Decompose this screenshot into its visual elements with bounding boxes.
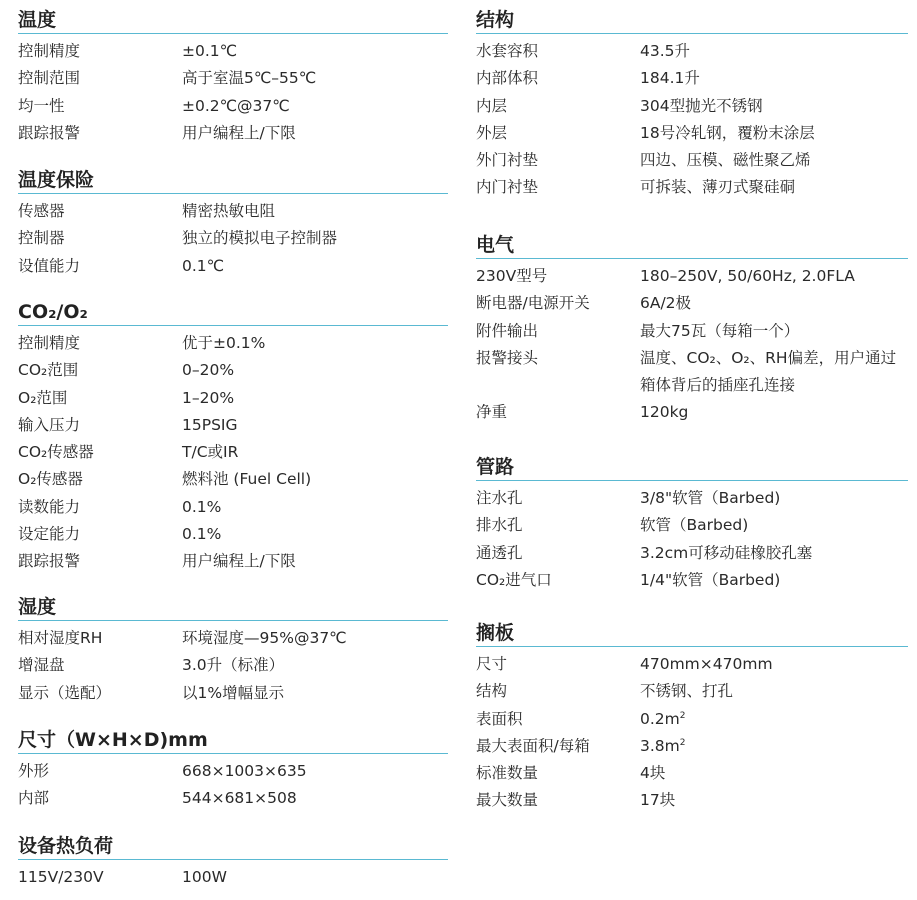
spec-row: [476, 787, 908, 814]
section-title: 尺寸（W×H×D)mm: [18, 728, 448, 754]
spec-value: 184.1升: [640, 69, 700, 88]
spec-label: 控制器: [18, 229, 65, 248]
section-humidity: [18, 595, 448, 707]
spec-row: [476, 678, 908, 705]
spec-label: 通透孔: [476, 543, 523, 562]
spec-row: [18, 357, 448, 384]
section-shelves: [476, 621, 908, 815]
section-piping: [476, 455, 908, 594]
spec-value: 最大75瓦（每箱一个）: [640, 321, 800, 340]
spec-label: 表面积: [476, 709, 523, 728]
spec-value: 用户编程上/下限: [182, 552, 296, 571]
spec-label: 附件输出: [476, 321, 539, 340]
spec-value: 优于±0.1%: [182, 334, 266, 352]
spec-value: 四边、压模、磁性聚乙烯: [640, 151, 811, 170]
spec-row: [18, 93, 448, 120]
spec-row: [18, 758, 448, 785]
spec-row: [18, 785, 448, 812]
spec-value: 不锈钢、打孔: [640, 682, 734, 701]
section-title: 温度保险: [18, 168, 448, 194]
spec-label: 内门衬垫: [476, 178, 539, 197]
section-title: 管路: [476, 455, 908, 481]
spec-row: [18, 385, 448, 412]
spec-label: CO₂范围: [18, 361, 79, 380]
spec-label: 115V/230V: [18, 868, 104, 886]
section-title: 温度: [18, 8, 448, 34]
spec-label: 最大表面积/每箱: [476, 736, 590, 755]
spec-label: O₂传感器: [18, 470, 83, 489]
spec-label: 注水孔: [476, 489, 523, 507]
spec-value: 18号冷轧钢，覆粉末涂层: [640, 123, 815, 142]
spec-label: 读数能力: [18, 497, 81, 516]
spec-label: 显示（选配）: [18, 683, 112, 702]
spec-value: 以1%增幅显示: [182, 683, 285, 702]
spec-value: 304型抛光不锈钢: [640, 96, 763, 115]
section-temperature-safety: [18, 168, 448, 280]
spec-value: 470mm×470mm: [640, 655, 773, 673]
spec-value: ±0.1℃: [182, 42, 238, 60]
spec-value: 668×1003×635: [182, 762, 307, 780]
spec-row: [18, 198, 448, 225]
spec-label: 排水孔: [476, 516, 523, 535]
spec-row: [18, 65, 448, 92]
spec-value: ±0.2℃@37℃: [182, 96, 290, 115]
spec-value: 1–20%: [182, 388, 235, 407]
spec-label: 外门衬垫: [476, 151, 539, 170]
spec-label: 输入压力: [18, 415, 81, 434]
spec-value: $0.2m^2$: [640, 709, 686, 728]
spec-label: 内部体积: [476, 69, 539, 88]
spec-row: [476, 147, 908, 174]
spec-value: 100W: [182, 868, 227, 886]
spec-label: CO₂进气口: [476, 570, 552, 589]
spec-label: 控制精度: [18, 42, 81, 60]
section-title: 搁板: [476, 621, 908, 647]
spec-row: [18, 439, 448, 466]
section-structure: [476, 8, 908, 202]
spec-value: 0.1%: [182, 497, 222, 516]
spec-row: [476, 263, 908, 290]
spec-value: 15PSIG: [182, 415, 238, 434]
spec-value: 软管（Barbed): [640, 516, 749, 535]
spec-value: 环境湿度—95%@37℃: [182, 629, 347, 647]
section-electrical: [476, 233, 908, 427]
spec-label: 外形: [18, 762, 50, 780]
spec-row: [476, 38, 908, 65]
spec-value: 独立的模拟电子控制器: [182, 229, 338, 248]
spec-row: [476, 540, 908, 567]
section-co2-o2: [18, 300, 448, 576]
spec-label: 报警接头: [476, 348, 539, 367]
section-temperature: [18, 8, 448, 147]
spec-label: 净重: [476, 403, 508, 422]
spec-row: [476, 290, 908, 317]
spec-value: 544×681×508: [182, 789, 297, 808]
spec-row: [18, 521, 448, 548]
spec-row: [476, 760, 908, 787]
spec-row: [476, 512, 908, 539]
section-dimensions: [18, 728, 448, 813]
spec-label: 标准数量: [476, 764, 539, 783]
spec-row: [476, 651, 908, 678]
spec-label: 控制精度: [18, 334, 81, 352]
spec-label: 水套容积: [476, 42, 539, 60]
section-title: 设备热负荷: [18, 834, 448, 860]
spec-value: 精密热敏电阻: [182, 202, 276, 220]
spec-row: [18, 330, 448, 357]
spec-row: [18, 680, 448, 707]
spec-label: 跟踪报警: [18, 552, 81, 571]
spec-value: 燃料池 (Fuel Cell): [182, 470, 312, 489]
section-title: 结构: [476, 8, 908, 34]
spec-label: 跟踪报警: [18, 123, 81, 142]
spec-value: $3.8m^2$: [640, 736, 686, 755]
spec-row: [18, 412, 448, 439]
spec-row: [476, 399, 908, 426]
spec-label: O₂范围: [18, 388, 68, 407]
spec-row: [18, 864, 448, 891]
spec-value: 3.2cm可移动硅橡胶孔塞: [640, 543, 813, 562]
spec-label: 控制范围: [18, 69, 81, 88]
spec-row: [476, 318, 908, 345]
section-title: 湿度: [18, 595, 448, 621]
spec-row: [476, 345, 908, 400]
spec-row: [476, 733, 908, 760]
spec-value: 用户编程上/下限: [182, 123, 296, 142]
spec-row: [476, 93, 908, 120]
spec-label: 断电器/电源开关: [476, 294, 590, 313]
spec-label: 230V型号: [476, 267, 548, 285]
spec-row: [476, 567, 908, 594]
spec-row: [476, 65, 908, 92]
spec-row: [18, 494, 448, 521]
spec-value: 1/4"软管（Barbed): [640, 570, 781, 589]
spec-row: [476, 174, 908, 201]
spec-row: [18, 225, 448, 252]
spec-label: 最大数量: [476, 791, 539, 810]
spec-value: 180–250V, 50/60Hz, 2.0FLA: [640, 267, 855, 285]
spec-label: 相对湿度RH: [18, 629, 103, 647]
spec-value: 0.1%: [182, 525, 222, 544]
spec-value: 3/8"软管（Barbed): [640, 489, 781, 507]
spec-value: 17块: [640, 791, 676, 810]
spec-row: [18, 466, 448, 493]
spec-row: [18, 548, 448, 575]
spec-value: 120kg: [640, 403, 689, 422]
spec-label: 增湿盘: [18, 656, 65, 675]
section-title: CO₂/O₂: [18, 300, 448, 326]
spec-row: [18, 652, 448, 679]
spec-row: [476, 706, 908, 733]
spec-value: 3.0升（标准）: [182, 656, 285, 675]
spec-row: [18, 625, 448, 652]
spec-value: 温度、CO₂、O₂、RH偏差，用户通过箱体背后的插座孔连接: [640, 348, 897, 395]
spec-label: 内部: [18, 789, 50, 808]
spec-label: 结构: [476, 682, 508, 701]
spec-value: T/C或IR: [182, 443, 239, 462]
spec-label: 外层: [476, 123, 508, 142]
spec-label: 传感器: [18, 202, 65, 220]
spec-label: 尺寸: [476, 655, 508, 673]
spec-row: [18, 253, 448, 280]
spec-value: 6A/2极: [640, 294, 692, 313]
spec-value: 4块: [640, 764, 666, 783]
spec-label: 设定能力: [18, 525, 81, 544]
spec-value: 43.5升: [640, 42, 691, 60]
spec-row: [476, 120, 908, 147]
spec-value: 0–20%: [182, 361, 235, 380]
spec-row: [476, 485, 908, 512]
spec-label: 内层: [476, 96, 508, 115]
section-title: 电气: [476, 233, 908, 259]
spec-row: [18, 120, 448, 147]
section-heat-load: [18, 834, 448, 891]
spec-value: 可拆装、薄刃式聚硅硐: [640, 178, 796, 197]
spec-label: 设值能力: [18, 256, 81, 275]
spec-row: [18, 38, 448, 65]
spec-label: 均一性: [18, 96, 65, 115]
spec-label: CO₂传感器: [18, 443, 94, 462]
spec-value: 0.1℃: [182, 256, 225, 275]
spec-value: 高于室温5℃–55℃: [182, 69, 317, 88]
